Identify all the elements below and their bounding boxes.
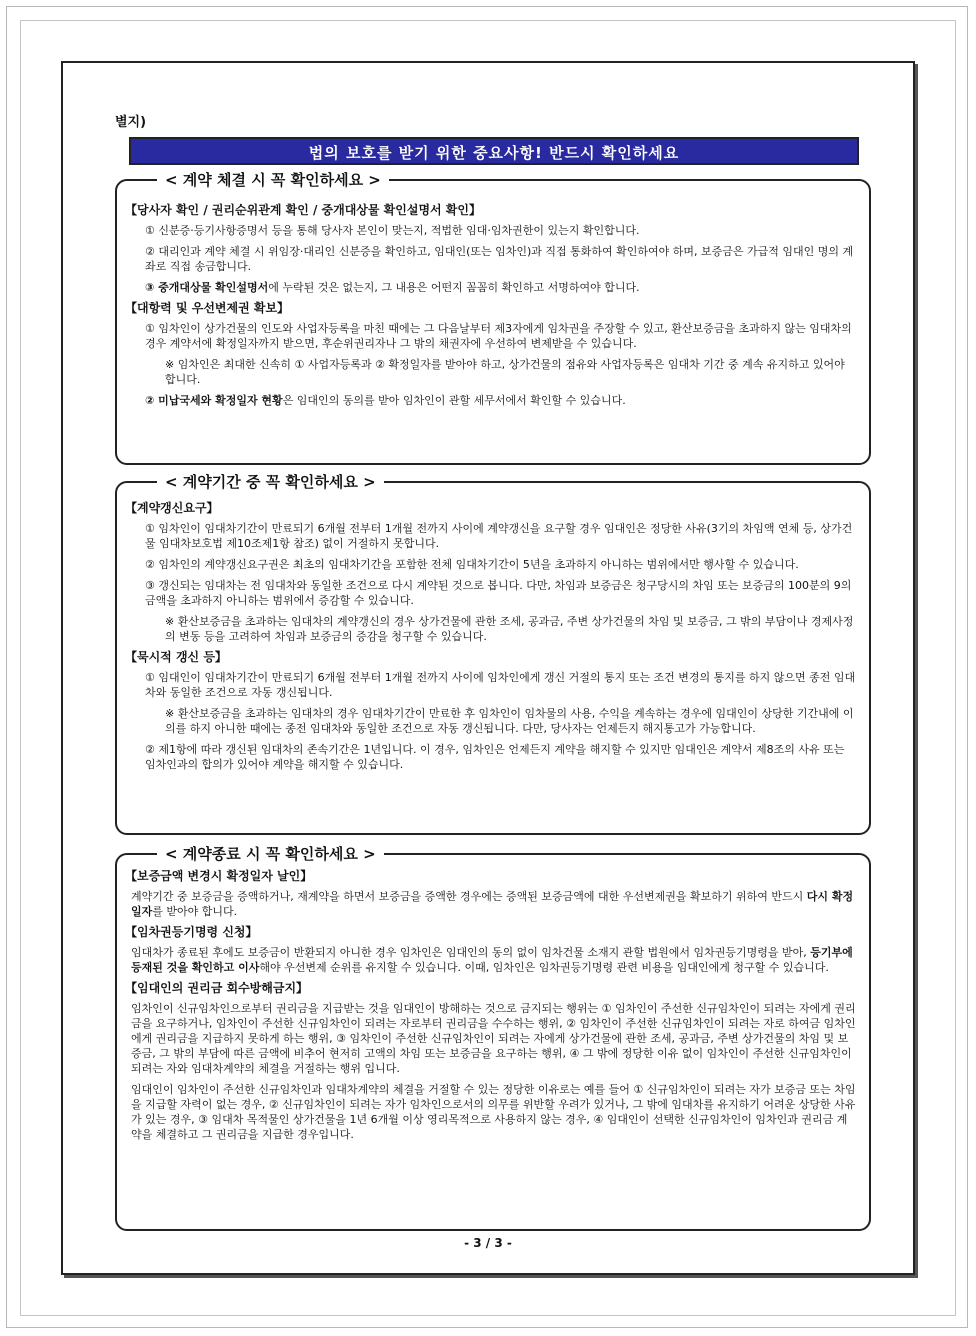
subsection-heading	[125, 650, 857, 665]
body-text: 해야 우선변제 순위를 유지할 수 있습니다. 이때, 임차인은 임차권등기명령 관련 비용을 임대인에게 청구할 수 있습니다.	[259, 961, 829, 974]
body-text: ② 임차인의 계약갱신요구권은 최초의 임대차기간을 포함한 전체 임대차기간이 5년을 초과하지 아니하는 범위에서만 행사할 수 있습니다.	[145, 558, 799, 571]
section-body	[125, 501, 857, 778]
attachment-tag: 별지)	[115, 115, 147, 130]
body-text: 【당사자 확인 / 권리순위관계 확인 / 중개대상물 확인설명서 확인】	[125, 203, 481, 217]
list-item	[131, 280, 857, 295]
body-text: 【임대인의 권리금 회수방해금지】	[125, 981, 309, 995]
section-body	[125, 869, 857, 1148]
body-text: 임대차가 종료된 후에도 보증금이 반환되지 아니한 경우 임차인은 임대인의 동의 없이 임차건물 소재지 관할 법원에서 임차권등기명령을 받아,	[131, 946, 811, 959]
body-text: 【보증금액 변경시 확정일자 날인】	[125, 869, 313, 883]
note-text	[165, 706, 857, 736]
list-item	[131, 557, 857, 572]
body-text: ② 대리인과 계약 체결 시 위임장·대리인 신분증을 확인하고, 임대인(또는 임차인)과 직접 통화하여 확인하여야 하며, 보증금은 가급적 임대인 명의 계좌로 직접 송금합니다.	[145, 245, 854, 273]
list-item	[131, 321, 857, 351]
body-text: 에 누락된 것은 없는지, 그 내용은 어떤지 꼼꼼히 확인하고 서명하여야 합니다.	[268, 281, 640, 294]
body-text: 【대항력 및 우선변제권 확보】	[125, 301, 290, 315]
list-item	[131, 742, 857, 772]
list-item	[131, 521, 857, 551]
subsection-heading	[125, 981, 857, 996]
body-text: ※ 환산보증금을 초과하는 임대차의 경우 임대차기간이 만료한 후 임차인이 임차물의 사용, 수익을 계속하는 경우에 임대인이 상당한 기간내에 이의를 하지 아니한 때에는 종전 임대차와 동일한 조건으로 자동 갱신됩니다. 다만, 당사자는 언제든지 해지통고가 가능합니다.	[165, 707, 854, 735]
paragraph	[131, 945, 857, 975]
subsection-heading	[125, 869, 857, 884]
section-title: < 계약종료 시 꼭 확인하세요 >	[157, 843, 384, 865]
section-title: < 계약기간 중 꼭 확인하세요 >	[157, 471, 384, 493]
list-item	[131, 244, 857, 274]
subsection-heading	[125, 925, 857, 940]
emphasis-text: 다시 확정일자	[131, 890, 854, 918]
warning-banner: 법의 보호를 받기 위한 중요사항! 반드시 확인하세요	[129, 137, 859, 165]
body-text: 임대인이 임차인이 주선한 신규임차인과 임대차계약의 체결을 거절할 수 있는 정당한 이유로는 예를 들어 ① 신규임차인이 되려는 자가 보증금 또는 차임을 지급할 자력이 없는 경우, ② 신규임차인이 되려는 자가 임차인으로서의 의무를 위반할 우려가 있거나, 그 밖에 임대차를 유지하기 어려운 상당한 사유가 있는 경우, ③ 임대차 목적물인 상가건물을 1년 6개월 이상 영리목적으로 사용하지 않는 경우, ④ 임대인이 선택한 신규임차인이 임차인과 권리금 계약을 체결하고 그 권리금을 지급한 경우입니다.	[131, 1083, 856, 1141]
body-text: ① 임대인이 임대차기간이 만료되기 6개월 전부터 1개월 전까지 사이에 임차인에게 갱신 거절의 통지 또는 조건 변경의 통지를 하지 않으면 종전 임대차와 동일한 조건으로 자동 갱신됩니다.	[145, 671, 856, 699]
subsection-heading	[125, 301, 857, 316]
page-number: - 3 / 3 -	[464, 1236, 512, 1250]
body-text: ① 신분증·등기사항증명서 등을 통해 당사자 본인이 맞는지, 적법한 임대·임차권한이 있는지 확인합니다.	[145, 224, 640, 237]
section-contract-termination	[115, 845, 871, 1231]
body-text: ① 임차인이 임대차기간이 만료되기 6개월 전부터 1개월 전까지 사이에 계약갱신을 요구할 경우 임대인은 정당한 사유(3기의 차임액 연체 등, 상가건물 임대차보호법 제10조제1항 참조) 없이 거절하지 못합니다.	[145, 522, 853, 550]
paragraph	[131, 889, 857, 919]
note-text	[165, 614, 857, 644]
body-text: ※ 임차인은 최대한 신속히 ① 사업자등록과 ② 확정일자를 받아야 하고, 상가건물의 점유와 사업자등록은 임대차 기간 중 계속 유지하고 있어야 합니다.	[165, 358, 845, 386]
body-text: 를 받아야 합니다.	[152, 905, 238, 918]
emphasis-text: ② 미납국세와 확정일자 현황	[145, 394, 283, 407]
body-text: 【계약갱신요구】	[125, 501, 219, 515]
emphasis-text: 등기부에 등재된 것을 확인하고 이사	[131, 946, 853, 974]
list-item	[131, 393, 857, 408]
body-text: ※ 환산보증금을 초과하는 임대차의 계약갱신의 경우 상가건물에 관한 조세, 공과금, 주변 상가건물의 차임 및 보증금, 그 밖의 부담이나 경제사정의 변동 등을 고려하여 차임과 보증금의 증감을 청구할 수 있습니다.	[165, 615, 854, 643]
note-text	[165, 357, 857, 387]
section-body	[125, 203, 857, 414]
body-text: ③ 갱신되는 임대차는 전 임대차와 동일한 조건으로 다시 계약된 것으로 봅니다. 다만, 차임과 보증금은 청구당시의 차임 또는 보증금의 100분의 9의 금액을 초과하지 아니하는 범위에서 증감할 수 있습니다.	[145, 579, 852, 607]
subsection-heading	[125, 501, 857, 516]
emphasis-text: ③ 중개대상물 확인설명서	[145, 281, 269, 294]
body-text: ① 임차인이 상가건물의 인도와 사업자등록을 마친 때에는 그 다음날부터 제3자에게 임차권을 주장할 수 있고, 환산보증금을 초과하지 않는 임대차의 경우 계약서에 확정일자까지 받으면, 후순위권리자나 그 밖의 채권자에 우선하여 변제받을 수 있습니다.	[145, 322, 852, 350]
body-text: 【임차권등기명령 신청】	[125, 925, 258, 939]
list-item	[131, 670, 857, 700]
section-contract-signing	[115, 171, 871, 465]
section-title: < 계약 체결 시 꼭 확인하세요 >	[157, 169, 389, 191]
body-text: 【묵시적 갱신 등】	[125, 650, 227, 664]
list-item	[131, 223, 857, 238]
paragraph	[131, 1001, 857, 1076]
body-text: 임차인이 신규임차인으로부터 권리금을 지급받는 것을 임대인이 방해하는 것으로 금지되는 행위는 ① 임차인이 주선한 신규임차인이 되려는 자에게 권리금을 요구하거나, 임차인이 주선한 신규임차인이 되려는 자로부터 권리금을 수수하는 행위, ② 임차인이 주선한 신규임차인이 되려는 자로 하여금 임차인에게 권리금을 지급하지 못하게 하는 행위, ③ 임차인이 주선한 신규임차인이 되려는 자에게 상가건물에 관한 조세, 공과금, 주변 상가건물의 차임 및 보증금, 그 밖의 부담에 따른 금액에 비추어 현저히 고액의 차임 또는 보증금을 요구하는 행위, ④ 그 밖에 정당한 이유 없이 임차인이 주선한 신규임차인이 되려는 자와 임대차계약의 체결을 거절하는 행위 입니다.	[131, 1002, 856, 1075]
paragraph	[131, 1082, 857, 1142]
document-page	[61, 61, 915, 1275]
section-contract-period	[115, 473, 871, 835]
body-text: 은 임대인의 동의를 받아 임차인이 관할 세무서에서 확인할 수 있습니다.	[282, 394, 626, 407]
list-item	[131, 578, 857, 608]
body-text: ② 제1항에 따라 갱신된 임대차의 존속기간은 1년입니다. 이 경우, 임차인은 언제든지 계약을 해지할 수 있지만 임대인은 계약서 제8조의 사유 또는 임차인과의 합의가 있어야 계약을 해지할 수 있습니다.	[145, 743, 845, 771]
body-text: 계약기간 중 보증금을 증액하거나, 재계약을 하면서 보증금을 증액한 경우에는 증액된 보증금액에 대한 우선변제권을 확보하기 위하여 반드시	[131, 890, 807, 903]
subsection-heading	[125, 203, 857, 218]
